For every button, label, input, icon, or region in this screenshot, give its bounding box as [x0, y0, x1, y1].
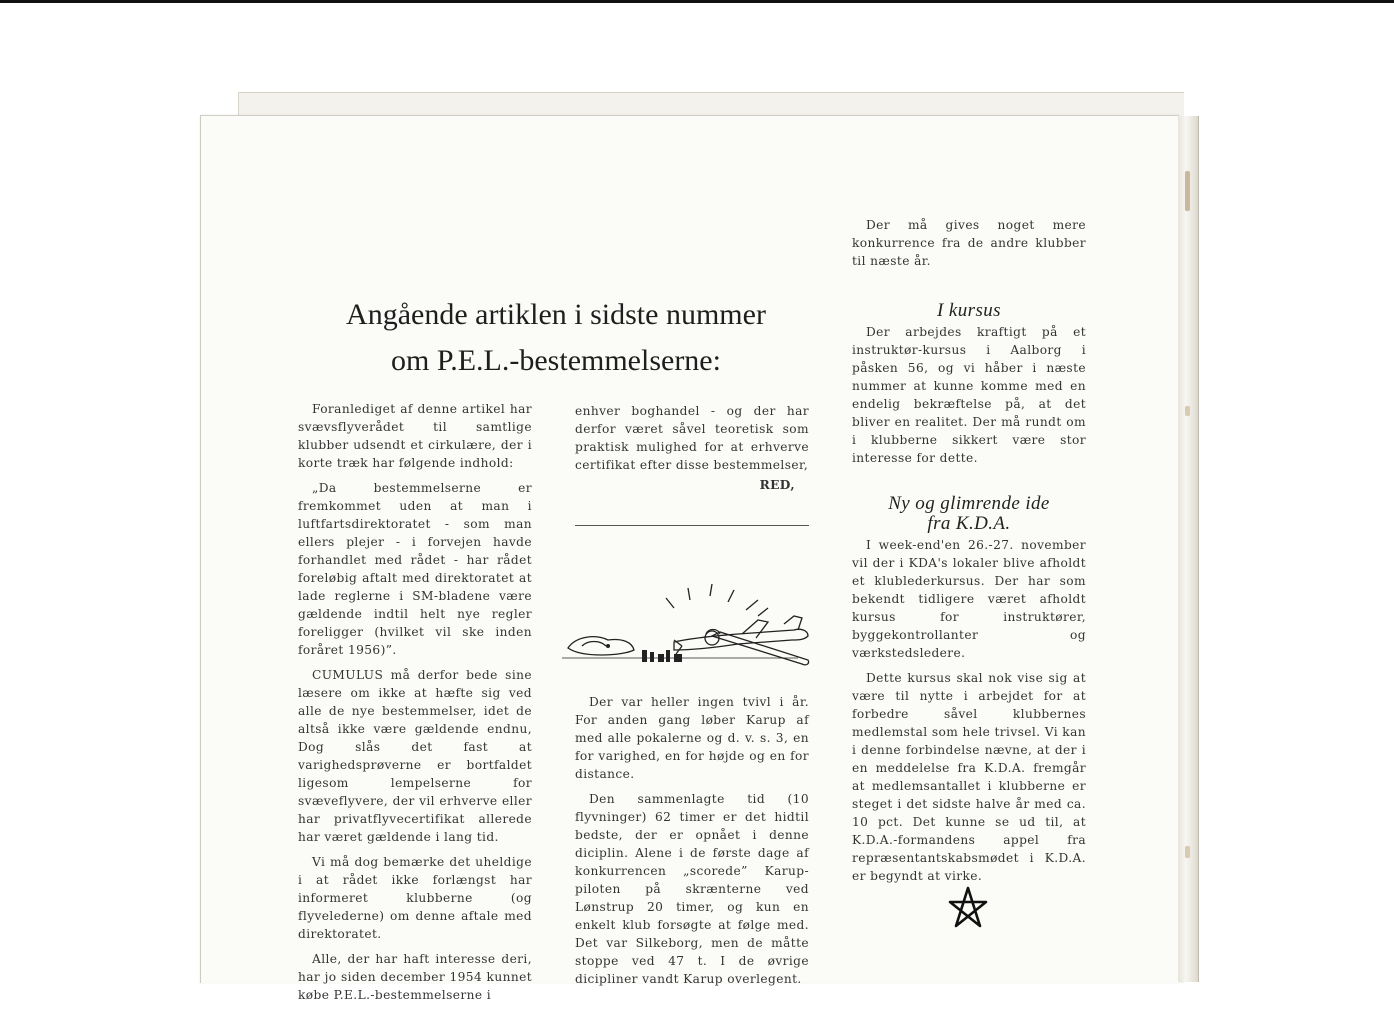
paragraph: Der arbejdes kraftigt på et instruktør-kursus i Aalborg i påsken 56, og vi håber i næste nummer at kunne komme med en endelig bekræftelse på, at det bliver en realitet. Der må rundt om i klubberne sikkert være stor interesse for dette.: [852, 325, 1086, 465]
article-column-2-top: [575, 402, 809, 494]
spine-stain: [1185, 406, 1190, 416]
section-heading-line-1: Ny og glimrende ide: [888, 493, 1050, 514]
section-divider: [575, 525, 809, 526]
article-column-2-bottom: [575, 693, 809, 995]
article-column-1: [298, 400, 532, 1011]
spine-stain: [1185, 846, 1190, 858]
scan-top-edge: [0, 0, 1394, 3]
spine-stain: [1185, 171, 1190, 211]
paragraph: I week-end'en 26.-27. november vil der i KDA's lokaler blive afholdt et klublederkursus. Der har som bekendt tidligere været afholdt kursus for instruktører, byggekontrollanter og værkstedsledere.: [852, 538, 1086, 660]
star-icon: [946, 886, 990, 930]
section-heading: I kursus: [937, 300, 1001, 321]
paragraph: enhver boghandel - og der har derfor været såvel teoretisk som praktisk mulighed for at erhverve certifikat efter disse bestemmelser,: [575, 404, 809, 472]
page-spine-edge: [1178, 116, 1199, 982]
article-column-3: [852, 216, 1086, 892]
paragraph: Vi må dog bemærke det uheldige i at rådet ikke forlængst har informeret klubberne (og flyvelederne) om denne aftale med direktoratet.: [298, 855, 532, 941]
paragraph: Dette kursus skal nok vise sig at være til nytte i arbejdet for at forbedre såvel klubbernes medlemstal som hele trivsel. Vi kan i denne forbindelse nævne, at der i en meddelelse fra K.D.A. fremgår at medlemsantallet i klubberne er steget i det sidste halve år med ca. 10 pct. Det kunne se ud til, at K.D.A.-formandens appel fra repræsentantskabsmødet i K.D.A. er begyndt at virke.: [852, 671, 1086, 883]
paragraph: Alle, der har haft interesse deri, har jo siden december 1954 kunnet købe P.E.L.-bestemmelserne i: [298, 952, 532, 1002]
glider-cartoon-illustration: [562, 580, 812, 672]
paragraph: Der var heller ingen tvivl i år. For anden gang løber Karup af med alle pokalerne og d. v. s. 3, en for varighed, en for højde og en for distance.: [575, 695, 809, 781]
headline-line-2: om P.E.L.-bestemmelserne:: [391, 344, 721, 377]
paragraph: „Da bestemmelserne er fremkommet uden at man i luftfartsdirektoratet - som man ellers plejer - i forvejen havde forhandlet med rådet - har rådet foreløbig aftalt med direktoratet at lade reglerne i SM-bladene være gældende indtil helt nye regler foreligger (hvilket vil ske inden foråret 1956)”.: [298, 481, 532, 657]
headline-line-1: Angående artiklen i sidste nummer: [346, 298, 766, 331]
paragraph: Den sammenlagte tid (10 flyvninger) 62 timer er det hidtil bedste, der er opnået i denne diciplin. Alene i de første dage af konkurrencen „scorede” Karup-piloten på skrænterne ved Lønstrup 20 timer, og kun en enkelt klub forsøgte at følge med. Det var Silkeborg, men de måtte stoppe ved 47 t. I de øvrige dicipliner vandt Karup overlegent.: [575, 792, 809, 986]
paragraph: CUMULUS må derfor bede sine læsere om ikke at hæfte sig ved alle de nye bestemmelser, idet de altså ikke være gældende endnu, Dog slås det fast at varighedsprøverne er bortfaldet ligesom lempelserne for svæveflyvere, der vil erhverve eller har privatflyvecertifikat allerede har været gældende i lang tid.: [298, 668, 532, 844]
section-heading-line-2: fra K.D.A.: [927, 513, 1011, 534]
editor-signature: RED,: [759, 478, 795, 492]
article-headline: [300, 292, 812, 384]
paragraph: Foranlediget af denne artikel har svævsflyverådet til samtlige klubber udsendt et cirkulære, der i korte træk har følgende indhold:: [298, 402, 532, 470]
paragraph: Der må gives noget mere konkurrence fra de andre klubber til næste år.: [852, 218, 1086, 268]
signature-line: [575, 476, 809, 494]
section-heading: [852, 494, 1086, 534]
